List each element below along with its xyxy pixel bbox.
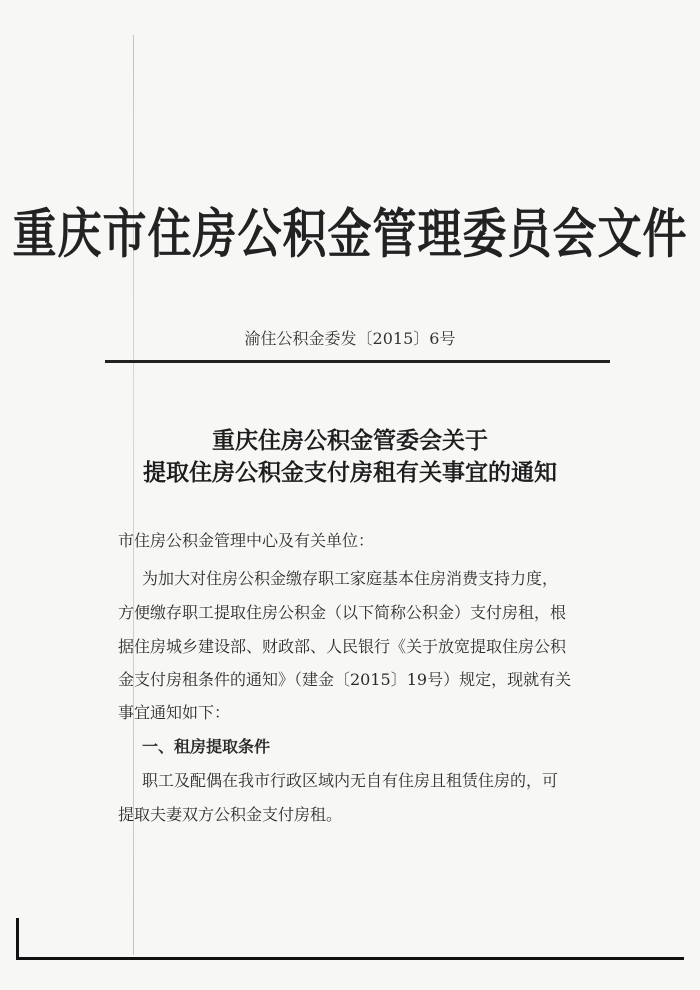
footer-divider [16, 957, 684, 960]
footer-corner-mark [16, 918, 19, 960]
issuing-authority-title: 重庆市住房公积金管理委员会文件 [12, 203, 688, 265]
document-number: 渝住公积金委发〔2015〕6号 [244, 329, 456, 348]
notice-title-line-1: 重庆住房公积金管委会关于 [212, 427, 488, 454]
paragraph-1-line-3: 据住房城乡建设部、财政部、人民银行《关于放宽提取住房公积 [118, 637, 567, 656]
paragraph-2-line-1: 职工及配偶在我市行政区域内无自有住房且租赁住房的，可 [142, 771, 559, 790]
paragraph-1-line-5: 事宜通知如下： [118, 703, 231, 722]
paragraph-1-line-4: 金支付房租条件的通知》（建金〔2015〕19号）规定，现就有关 [118, 670, 572, 689]
paragraph-1-line-2: 方便缴存职工提取住房公积金（以下简称公积金）支付房租，根 [118, 603, 567, 622]
paragraph-2-line-2: 提取夫妻双方公积金支付房租。 [118, 805, 343, 824]
section-1-heading: 一、租房提取条件 [142, 737, 271, 756]
paragraph-1-line-1: 为加大对住房公积金缴存职工家庭基本住房消费支持力度， [142, 569, 559, 588]
addressee: 市住房公积金管理中心及有关单位： [118, 531, 375, 550]
notice-title-line-2: 提取住房公积金支付房租有关事宜的通知 [143, 459, 557, 486]
header-divider [105, 360, 610, 363]
